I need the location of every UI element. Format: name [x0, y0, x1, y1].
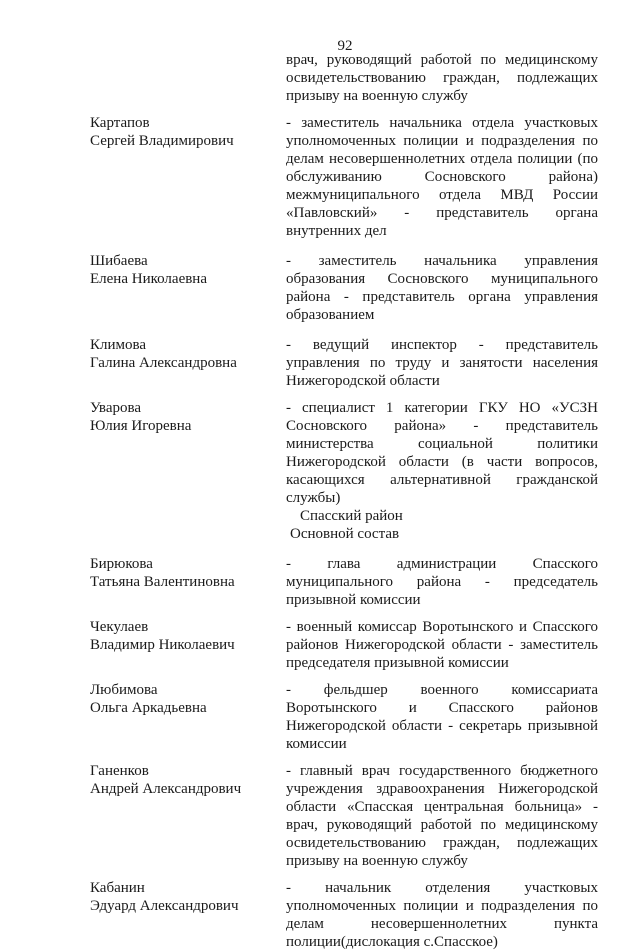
- member-surname: Шибаева: [90, 253, 148, 269]
- member-description: - глава администрации Спасского муниципального района - председатель призывной комиссии: [286, 556, 598, 608]
- member-given-names: Галина Александровна: [90, 355, 237, 371]
- intro-description: врач, руководящий работой по медицинскому освидетельствованию граждан, подлежащих призыву на военную службу: [286, 52, 598, 104]
- member-name: [90, 879, 286, 951]
- composition-heading: Основной состав: [290, 526, 400, 542]
- member-name: [90, 762, 286, 870]
- member-name: [90, 336, 286, 390]
- member-description: - ведущий инспектор - представитель управления по труду и занятости населения Нижегородской области: [286, 337, 598, 389]
- member-surname: Уварова: [90, 400, 142, 416]
- member-given-names: Сергей Владимирович: [90, 133, 234, 149]
- member-surname: Чекулаев: [90, 619, 149, 635]
- member-surname: Кабанин: [90, 880, 145, 896]
- district-heading: Спасский район: [300, 508, 403, 524]
- member-surname: Картапов: [90, 115, 150, 131]
- member-entry-lyubimova: [90, 681, 600, 753]
- member-entry-klimova: [90, 336, 600, 390]
- member-description: - заместитель начальника управления образования Сосновского муниципального района - представитель органа управления образованием: [286, 253, 598, 323]
- member-entry-biryukova: [90, 555, 600, 609]
- page-number: 92: [337, 38, 353, 54]
- member-entry-shibaeva: [90, 252, 600, 324]
- member-entry-kartapov: [90, 114, 600, 240]
- member-name: [90, 252, 286, 324]
- member-given-names: Юлия Игоревна: [90, 418, 192, 434]
- member-entry-kabanin: [90, 879, 600, 951]
- member-description: - главный врач государственного бюджетного учреждения здравоохранения Нижегородской области «Спасская центральная больница» - врач, руководящий работой по медицинскому освидетельствованию граждан, подлежащих призыву на военную службу: [286, 763, 598, 869]
- member-name: [90, 681, 286, 753]
- member-description: - военный комиссар Воротынского и Спасского районов Нижегородской области - заместитель председателя призывной комиссии: [286, 619, 598, 671]
- member-description: - начальник отделения участковых уполномоченных полиции и подразделения по делам несовершеннолетних пункта полиции(дислокация с.Спасское): [286, 880, 598, 950]
- member-surname: Ганенков: [90, 763, 149, 779]
- member-name: [90, 399, 286, 507]
- member-surname: Климова: [90, 337, 147, 353]
- member-entry-chekulaev: [90, 618, 600, 672]
- member-given-names: Татьяна Валентиновна: [90, 574, 235, 590]
- member-description: - специалист 1 категории ГКУ НО «УСЗН Сосновского района» - представитель министерства социальной политики Нижегородской области (в части вопросов, касающихся альтернативной гражданской службы): [286, 400, 598, 506]
- member-description: - фельдшер военного комиссариата Воротынского и Спасского районов Нижегородской области - секретарь призывной комиссии: [286, 682, 598, 752]
- intro-entry: [90, 51, 600, 105]
- member-surname: Любимова: [90, 682, 158, 698]
- member-given-names: Ольга Аркадьевна: [90, 700, 207, 716]
- member-given-names: Андрей Александрович: [90, 781, 242, 797]
- member-entry-uvarova: [90, 399, 600, 507]
- member-description: - заместитель начальника отдела участковых уполномоченных полиции и подразделения по делам несовершеннолетних отдела полиции (по обслуживанию Сосновского района) межмуниципального отдела МВД России «Павловский» - представитель органа внутренних дел: [286, 115, 598, 239]
- member-surname: Бирюкова: [90, 556, 153, 572]
- member-entry-ganenkov: [90, 762, 600, 870]
- member-given-names: Владимир Николаевич: [90, 637, 235, 653]
- member-name: [90, 618, 286, 672]
- document-body: [90, 51, 600, 951]
- member-name: [90, 555, 286, 609]
- member-given-names: Эдуард Александрович: [90, 898, 239, 914]
- member-given-names: Елена Николаевна: [90, 271, 207, 287]
- member-name: [90, 114, 286, 240]
